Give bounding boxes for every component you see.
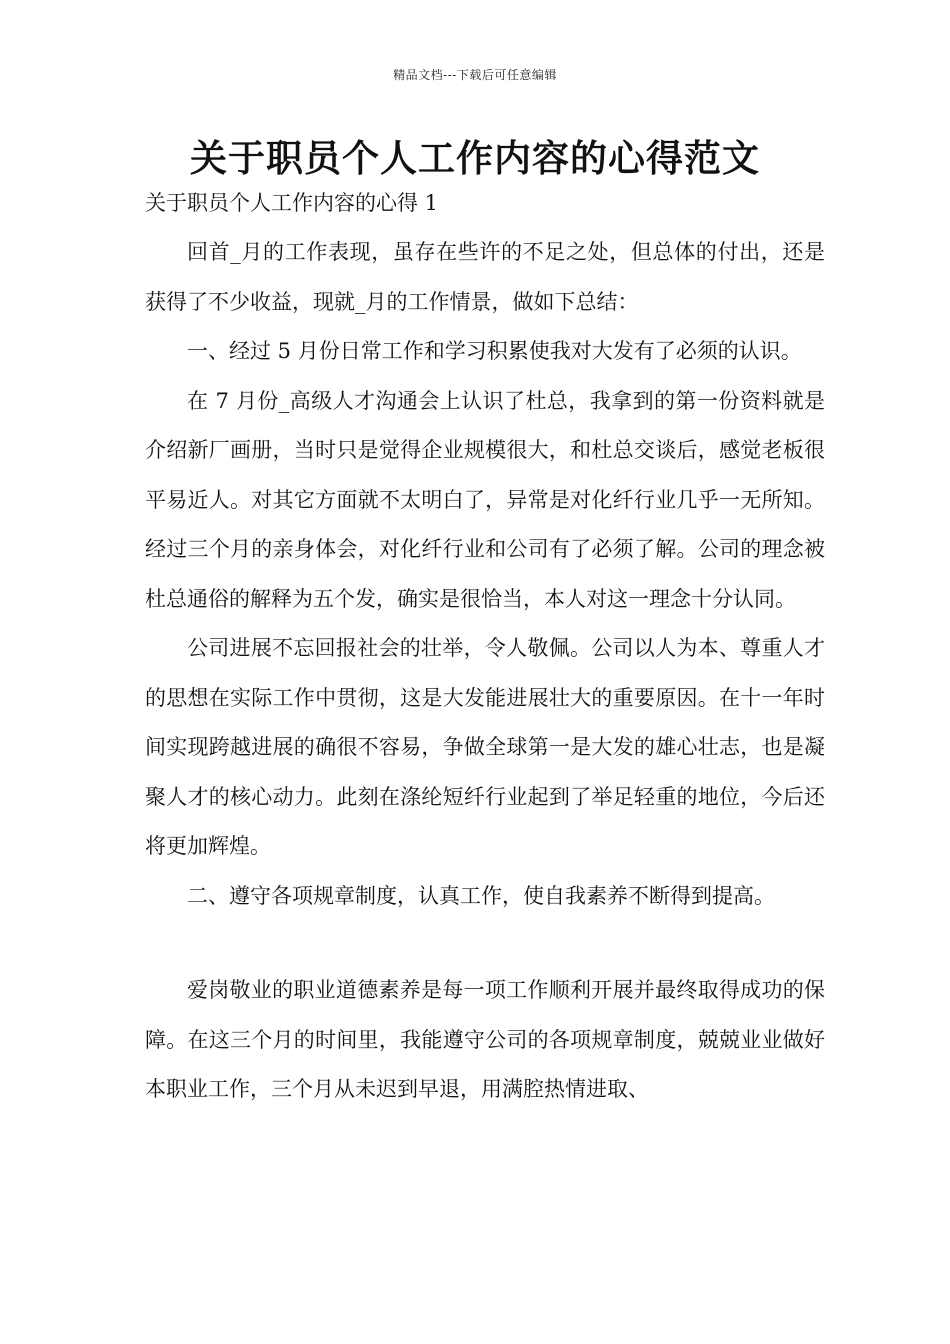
section-subtitle: 关于职员个人工作内容的心得 1: [145, 191, 439, 215]
document-title: 关于职员个人工作内容的心得范文: [190, 137, 760, 180]
paragraph: 公司进展不忘回报社会的壮举，令人敬佩。公司以人为本、尊重人才的思想在实际工作中贯彻，这是大发能进展壮大的重要原因。在十一年时间实现跨越进展的确很不容易，争做全球第一是大发的雄心壮志，也是凝聚人才的核心动力。此刻在涤纶短纤行业起到了举足轻重的地位，今后还将更加辉煌。: [145, 636, 825, 858]
document-body: [145, 228, 825, 1115]
paragraph: 一、经过 5 月份日常工作和学习积累使我对大发有了必须的认识。: [187, 339, 802, 363]
paragraph: 二、遵守各项规章制度，认真工作，使自我素养不断得到提高。: [187, 883, 775, 908]
paragraph: 回首_月的工作表现，虽存在些许的不足之处，但总体的付出，还是获得了不少收益，现就_月的工作情景，做如下总结：: [145, 240, 825, 314]
paragraph: 在 7 月份_高级人才沟通会上认识了杜总，我拿到的第一份资料就是介绍新厂画册，当时只是觉得企业规模很大，和杜总交谈后，感觉老板很平易近人。对其它方面就不太明白了，异常是对化纤行业几乎一无所知。经过三个月的亲身体会，对化纤行业和公司有了必须了解。公司的理念被杜总通俗的解释为五个发，确实是很恰当，本人对这一理念十分认同。: [145, 388, 825, 611]
paragraph: 爱岗敬业的职业道德素养是每一项工作顺利开展并最终取得成功的保障。在这三个月的时间里，我能遵守公司的各项规章制度，兢兢业业做好本职业工作，三个月从未迟到早退，用满腔热情进取、: [145, 978, 825, 1101]
header-note: 精品文档---下载后可任意编辑: [393, 68, 557, 82]
